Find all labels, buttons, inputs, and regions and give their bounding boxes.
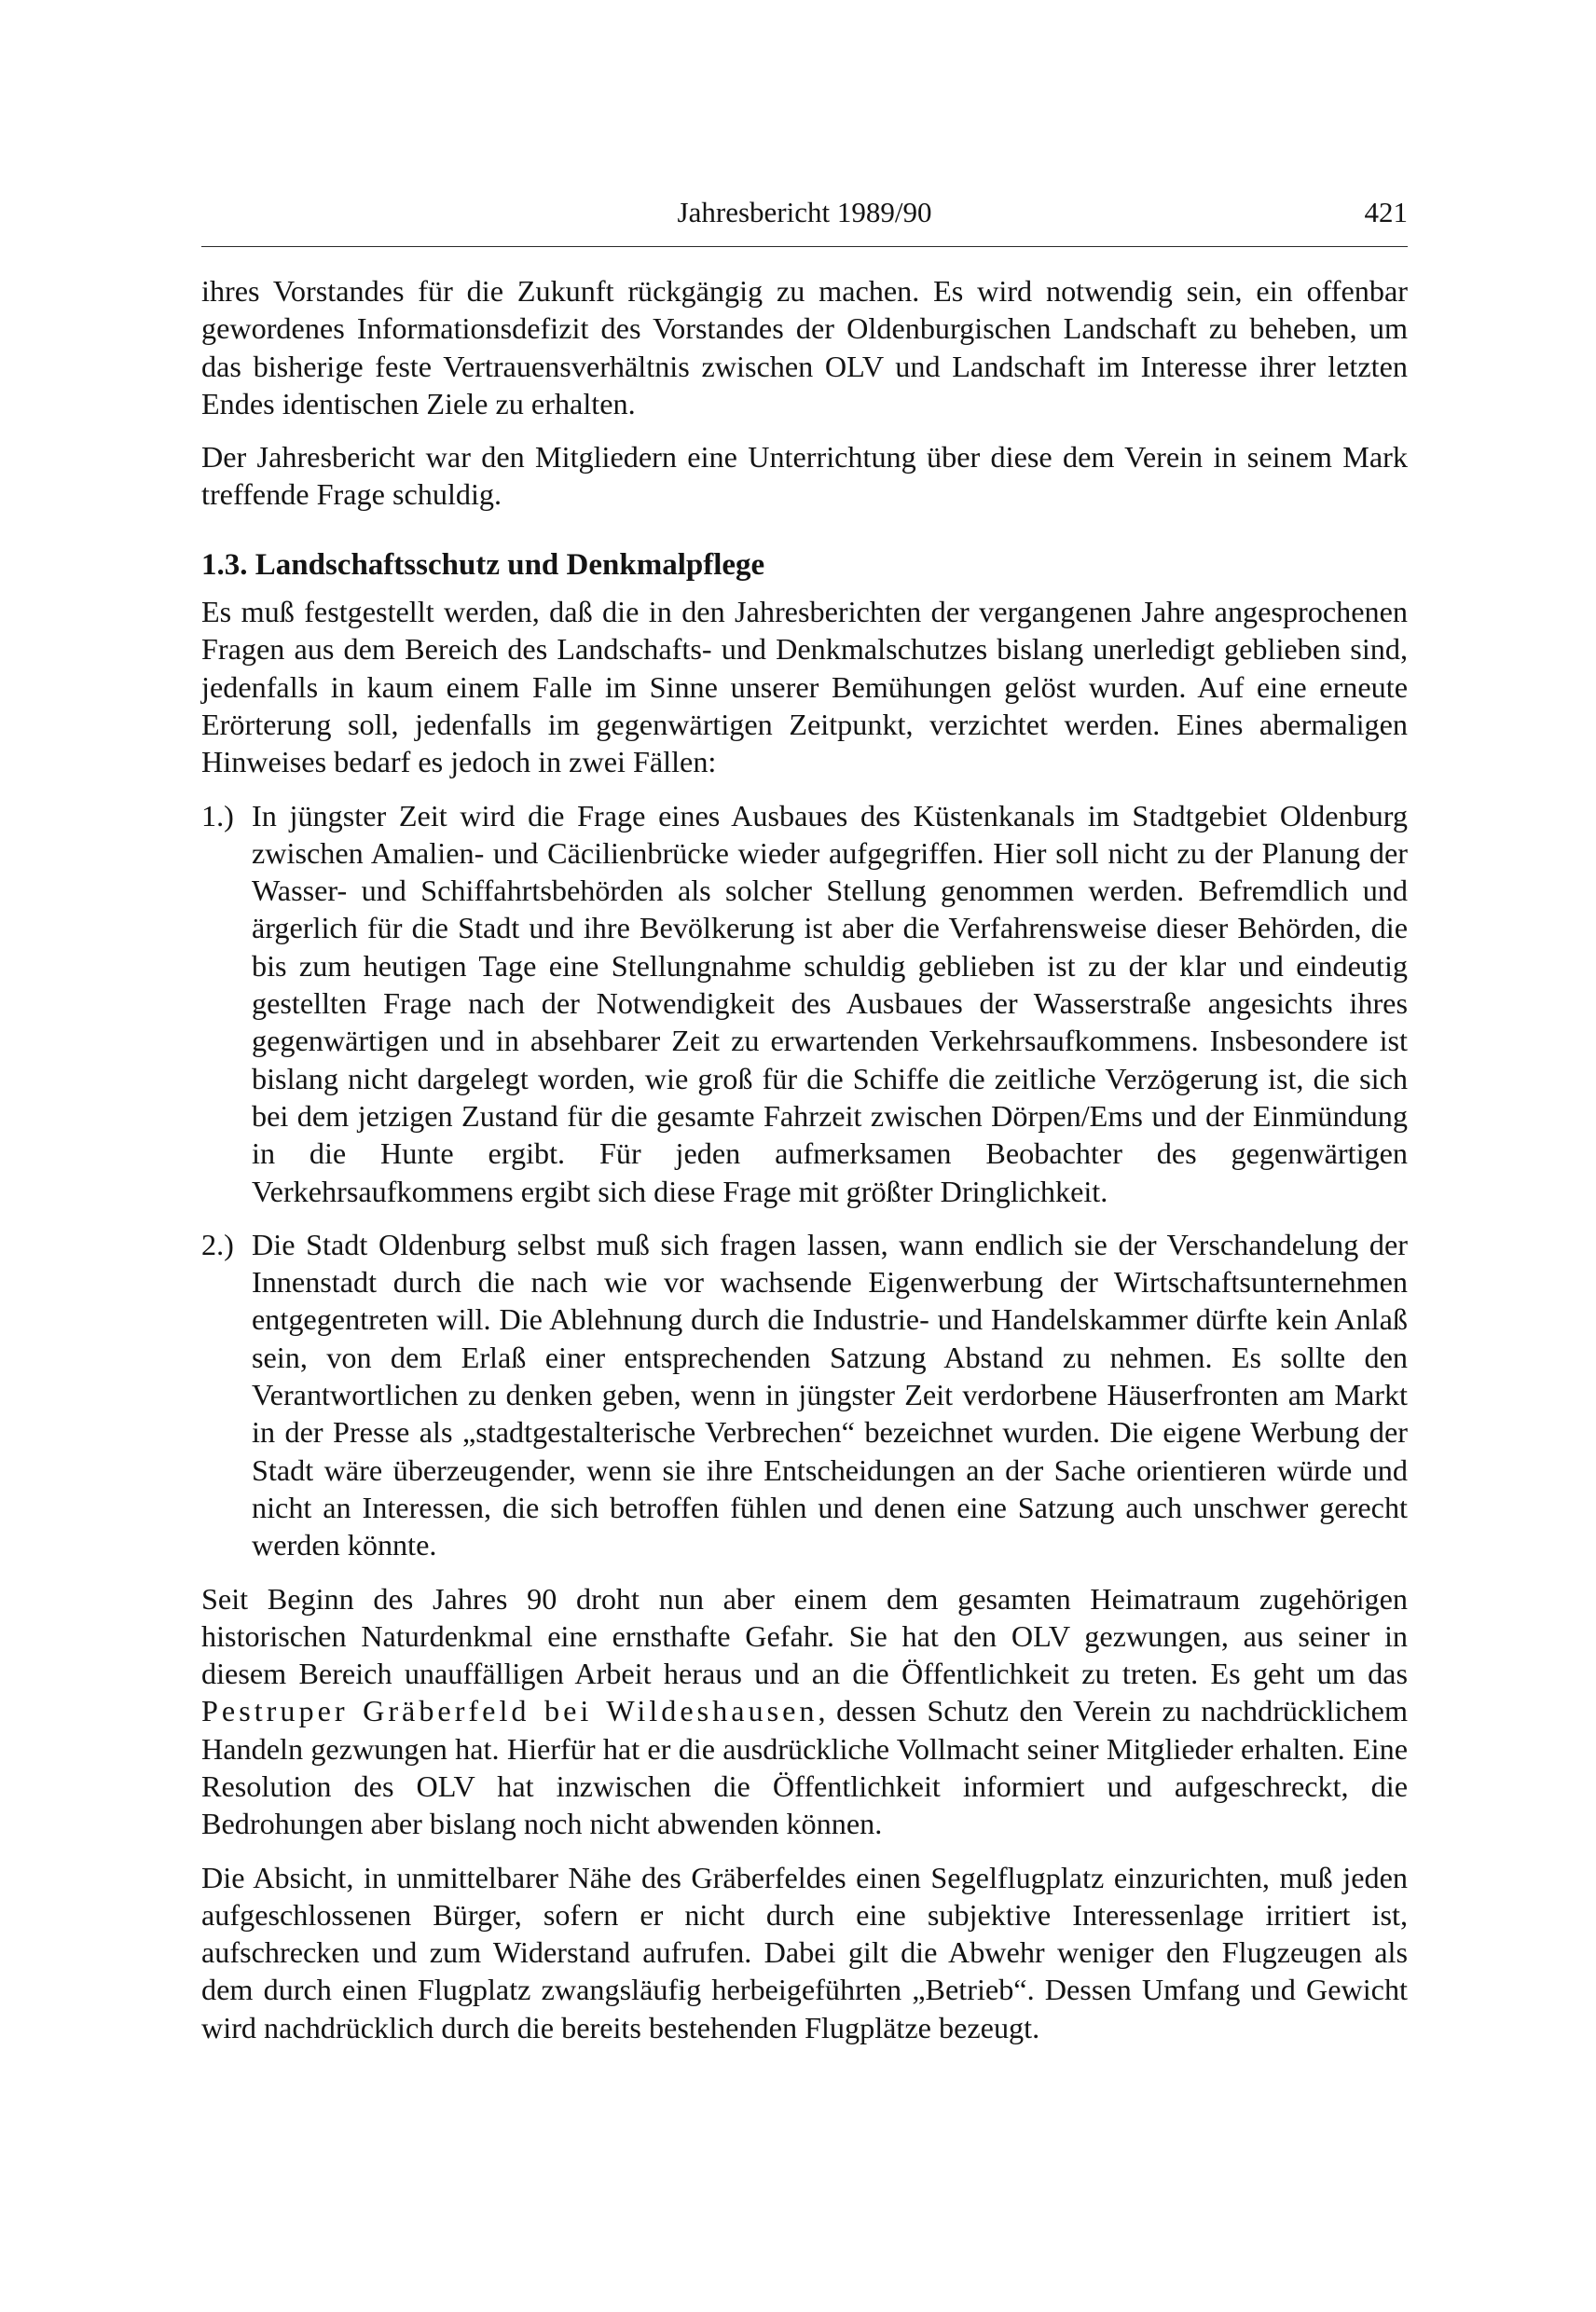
emphasized-place-name: Pestruper Gräberfeld bei Wildeshausen <box>201 1694 819 1728</box>
list-item-2 <box>201 1226 1408 1564</box>
page-number: 421 <box>1364 196 1408 228</box>
paragraph-text: Seit Beginn des Jahres 90 droht nun aber einem dem gesamten Heimatraum zugehörigen historischen Naturdenkmal eine ernsthafte Gefahr. Sie hat den OLV gezwungen, aus seiner in diesem Bereich unauffälligen Arbeit heraus und an die Öffentlichkeit zu treten. Es geht um das <box>201 1581 1408 1691</box>
paragraph-intro: Es muß festgestellt werden, daß die in den Jahresberichten der vergangenen Jahre angesprochenen Fragen aus dem Bereich des Landschafts- und Denkmalschutzes bislang unerledigt geblieben sind, jedenfalls in kaum einem Falle im Sinne unserer Bemühungen gelöst wurden. Auf eine erneute Erörterung soll, jedenfalls im gegenwärtigen Zeitpunkt, verzichtet werden. Eines abermaligen Hinweises bedarf es jedoch in zwei Fällen: <box>201 595 1408 779</box>
paragraph-continuation: ihres Vorstandes für die Zukunft rückgängig zu machen. Es wird notwendig sein, ein offenbar gewordenes Informationsdefizit des Vorstandes der Oldenburgischen Landschaft zu beheben, um das bisherige feste Vertrauensverhältnis zwischen OLV und Landschaft im Interesse ihrer letzten Endes identischen Ziele zu erhalten. <box>201 274 1408 420</box>
running-header <box>201 183 1408 247</box>
list-item-text: In jüngster Zeit wird die Frage eines Ausbaues des Küstenkanals im Stadtgebiet Oldenburg zwischen Amalien- und Cäcilienbrücke wieder aufgegriffen. Hier soll nicht zu der Planung der Wasser- und Schiffahrtsbehörden als solcher Stellung genommen werden. Befremdlich und ärgerlich für die Stadt und ihre Bevölkerung ist aber die Verfahrensweise dieser Behörden, die bis zum heutigen Tage eine Stellungnahme schuldig geblieben ist zu der klar und eindeutig gestellten Frage nach der Notwendigkeit des Ausbaues der Wasserstraße angesichts ihres gegenwärtigen und in absehbarer Zeit zu erwartenden Verkehrsaufkommens. Insbesondere ist bislang nicht dargelegt worden, wie groß für die Schiffe die zeitliche Verzögerung ist, die sich bei dem jetzigen Zustand für die gesamte Fahrzeit zwischen Dörpen/Ems und der Einmündung in die Hunte ergibt. Für jeden aufmerksamen Beobachter des gegenwärtigen Verkehrsaufkommens ergibt sich diese Frage mit größter Dringlichkeit. <box>252 798 1408 1208</box>
running-title: Jahresbericht 1989/90 <box>677 196 932 228</box>
list-item-1 <box>201 797 1408 1210</box>
section-heading: 1.3. Landschaftsschutz und Denkmalpflege <box>201 547 765 582</box>
paragraph-annual-report: Der Jahresbericht war den Mitgliedern eine Unterrichtung über diese dem Verein in seinem Mark treffende Frage schuldig. <box>201 440 1408 512</box>
document-body <box>201 272 1408 2046</box>
paragraph-airfield: Die Absicht, in unmittelbarer Nähe des Gräberfeldes einen Segelflugplatz einzurichten, muß jeden aufgeschlossenen Bürger, sofern er nicht durch eine subjektive Interessenlage irritiert ist, aufschrecken und zum Widerstand aufrufen. Dabei gilt die Abwehr weniger den Flugzeugen als dem durch einen Flugplatz zwangsläufig herbeigeführten „Betrieb“. Dessen Umfang und Gewicht wird nachdrücklich durch die bereits bestehenden Flugplätze bezeugt. <box>201 1860 1408 2044</box>
list-item-number: 2.) <box>201 1227 234 1261</box>
list-item-text: Die Stadt Oldenburg selbst muß sich fragen lassen, wann endlich sie der Verschandelung der Innenstadt durch die nach wie vor wachsende Eigenwerbung der Wirtschaftsunternehmen entgegentreten will. Die Ablehnung durch die Industrie- und Handelskammer dürfte kein Anlaß sein, von dem Erlaß einer entsprechenden Satzung Abstand zu nehmen. Es sollte den Verantwortlichen zu denken geben, wenn in jüngster Zeit verdorbene Häuserfronten am Markt in der Presse als „stadtgestalterische Verbrechen“ bezeichnet wurden. Die eigene Werbung der Stadt wäre überzeugender, wenn sie ihre Entscheidungen an der Sache orientieren würde und nicht an Interessen, die sich betroffen fühlen und denen eine Satzung auch unschwer gerecht werden könnte. <box>252 1227 1408 1562</box>
paragraph-pestrup <box>201 1580 1408 1843</box>
list-item-number: 1.) <box>201 798 234 833</box>
paragraph-text: , dessen Schutz den Verein zu nachdrücklichem Handeln gezwungen hat. Hierfür hat er die ausdrückliche Vollmacht seiner Mitglieder erhalten. Eine Resolution des OLV hat inzwischen die Öffentlichkeit informiert und aufgeschreckt, die Bedrohungen aber bislang noch nicht abwenden können. <box>201 1694 1408 1841</box>
